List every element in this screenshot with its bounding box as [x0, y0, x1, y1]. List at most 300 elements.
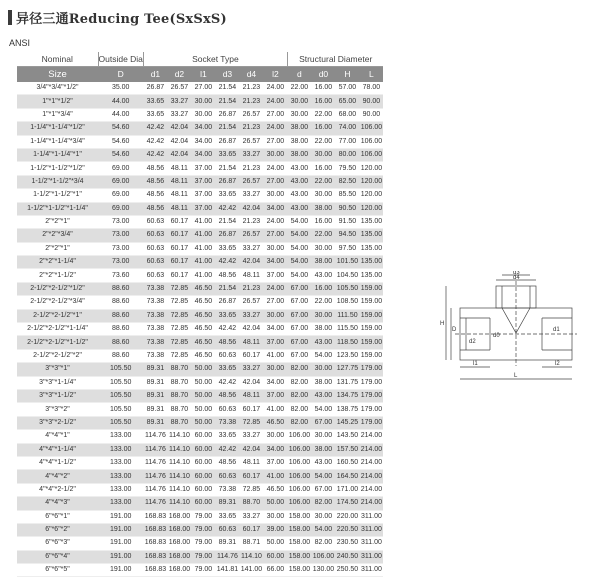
value-cell: 191.00	[98, 550, 143, 563]
value-cell: 26.87	[143, 82, 167, 95]
value-cell: 159.00	[359, 336, 383, 349]
table-row	[17, 523, 383, 536]
table-row	[17, 175, 383, 188]
value-cell: 214.00	[359, 497, 383, 510]
value-cell: 33.27	[239, 363, 263, 376]
table-row	[17, 564, 383, 577]
value-cell: 22.00	[311, 229, 335, 242]
value-cell: 105.50	[98, 403, 143, 416]
value-cell: 27.00	[263, 135, 287, 148]
value-cell: 46.50	[191, 323, 215, 336]
value-cell: 21.54	[215, 82, 239, 95]
value-cell: 34.00	[263, 202, 287, 215]
standard-label: ANSI	[9, 38, 31, 48]
value-cell: 48.11	[167, 189, 191, 202]
value-cell: 311.00	[359, 510, 383, 523]
table-row	[17, 497, 383, 510]
table-row	[17, 202, 383, 215]
value-cell: 57.00	[335, 82, 359, 95]
nominal-header: Nominal	[17, 52, 98, 67]
value-cell: 158.00	[287, 510, 311, 523]
size-cell: 2-1/2"*2-1/2"*1-1/2"	[17, 336, 98, 349]
value-cell: 66.00	[263, 564, 287, 577]
table-row	[17, 336, 383, 349]
value-cell: 220.00	[335, 510, 359, 523]
value-cell: 33.27	[239, 242, 263, 255]
value-cell: 159.00	[359, 296, 383, 309]
size-cell: 3"*3"*2-1/2"	[17, 416, 98, 429]
size-cell: 1-1/2"*1-1/2"*3/4	[17, 175, 98, 188]
value-cell: 168.83	[143, 510, 167, 523]
value-cell: 73.38	[143, 296, 167, 309]
value-cell: 114.10	[167, 497, 191, 510]
size-cell: 4"*4"*3"	[17, 497, 98, 510]
page-title	[8, 7, 227, 27]
value-cell: 42.04	[239, 376, 263, 389]
value-cell: 311.00	[359, 564, 383, 577]
value-cell: 16.00	[311, 82, 335, 95]
value-cell: 30.00	[263, 242, 287, 255]
value-cell: 94.50	[335, 229, 359, 242]
table-row	[17, 403, 383, 416]
value-cell: 240.50	[335, 550, 359, 563]
value-cell: 73.38	[143, 282, 167, 295]
value-cell: 38.00	[311, 323, 335, 336]
value-cell: 38.00	[311, 443, 335, 456]
table-row	[17, 389, 383, 402]
table-row	[17, 269, 383, 282]
value-cell: 68.00	[335, 108, 359, 121]
value-cell: 171.00	[335, 483, 359, 496]
value-cell: 21.54	[215, 215, 239, 228]
size-cell: 2-1/2"*2-1/2"*1"	[17, 309, 98, 322]
value-cell: 33.65	[215, 309, 239, 322]
value-cell: 174.50	[335, 497, 359, 510]
value-cell: 88.60	[98, 323, 143, 336]
value-cell: 69.00	[98, 189, 143, 202]
value-cell: 120.00	[359, 202, 383, 215]
value-cell: 106.00	[359, 135, 383, 148]
value-cell: 168.83	[143, 550, 167, 563]
label-D: D	[452, 327, 457, 333]
label-d4: d4	[513, 275, 520, 281]
value-cell: 67.00	[287, 349, 311, 362]
value-cell: 114.10	[167, 430, 191, 443]
value-cell: 33.65	[215, 430, 239, 443]
table-row	[17, 242, 383, 255]
value-cell: 38.00	[287, 148, 311, 161]
value-cell: 67.00	[287, 323, 311, 336]
value-cell: 72.85	[239, 416, 263, 429]
value-cell: 89.31	[143, 403, 167, 416]
size-cell: 2"*2"*1"	[17, 215, 98, 228]
value-cell: 50.00	[191, 389, 215, 402]
value-cell: 73.00	[98, 256, 143, 269]
value-cell: 54.00	[311, 403, 335, 416]
value-cell: 73.38	[143, 323, 167, 336]
value-cell: 82.50	[335, 175, 359, 188]
column-header-d0: d0	[311, 67, 335, 83]
value-cell: 50.00	[191, 403, 215, 416]
value-cell: 27.00	[191, 82, 215, 95]
value-cell: 16.00	[311, 215, 335, 228]
value-cell: 138.75	[335, 403, 359, 416]
value-cell: 73.00	[98, 242, 143, 255]
value-cell: 60.63	[215, 349, 239, 362]
label-d2: d2	[469, 339, 476, 345]
value-cell: 106.00	[287, 443, 311, 456]
value-cell: 42.42	[215, 256, 239, 269]
value-cell: 60.63	[215, 470, 239, 483]
value-cell: 33.27	[167, 108, 191, 121]
value-cell: 26.57	[239, 296, 263, 309]
value-cell: 21.54	[215, 282, 239, 295]
value-cell: 48.56	[143, 202, 167, 215]
value-cell: 44.00	[98, 95, 143, 108]
table-row	[17, 376, 383, 389]
value-cell: 38.00	[311, 256, 335, 269]
size-cell: 3"*3"*2"	[17, 403, 98, 416]
value-cell: 24.00	[263, 95, 287, 108]
column-header-l1: l1	[191, 67, 215, 83]
value-cell: 60.00	[191, 470, 215, 483]
table-row	[17, 256, 383, 269]
size-cell: 3"*3"*1-1/4"	[17, 376, 98, 389]
value-cell: 135.00	[359, 215, 383, 228]
size-cell: 2"*2"*3/4"	[17, 229, 98, 242]
value-cell: 16.00	[311, 162, 335, 175]
table-row	[17, 510, 383, 523]
value-cell: 141.00	[239, 564, 263, 577]
value-cell: 54.00	[287, 242, 311, 255]
value-cell: 42.04	[239, 323, 263, 336]
size-cell: 6"*6"*4"	[17, 550, 98, 563]
column-header-d: D	[98, 67, 143, 83]
size-cell: 4"*4"*1-1/4"	[17, 443, 98, 456]
value-cell: 34.00	[191, 148, 215, 161]
size-cell: 2-1/2"*2-1/2"*1/2"	[17, 282, 98, 295]
value-cell: 41.00	[191, 229, 215, 242]
value-cell: 54.00	[311, 349, 335, 362]
value-cell: 214.00	[359, 470, 383, 483]
value-cell: 60.63	[143, 256, 167, 269]
value-cell: 164.50	[335, 470, 359, 483]
value-cell: 159.00	[359, 323, 383, 336]
value-cell: 54.00	[287, 215, 311, 228]
value-cell: 26.57	[239, 135, 263, 148]
value-cell: 37.00	[263, 389, 287, 402]
value-cell: 33.27	[239, 189, 263, 202]
value-cell: 46.50	[263, 416, 287, 429]
value-cell: 48.11	[167, 202, 191, 215]
value-cell: 30.00	[263, 430, 287, 443]
value-cell: 106.00	[287, 430, 311, 443]
value-cell: 106.00	[287, 483, 311, 496]
value-cell: 42.42	[215, 376, 239, 389]
value-cell: 72.85	[167, 282, 191, 295]
value-cell: 89.31	[143, 389, 167, 402]
table-row	[17, 456, 383, 469]
value-cell: 114.76	[143, 443, 167, 456]
value-cell: 54.60	[98, 122, 143, 135]
value-cell: 106.00	[287, 470, 311, 483]
size-cell: 4"*4"*1"	[17, 430, 98, 443]
label-d0: d0	[493, 333, 500, 339]
value-cell: 42.04	[167, 122, 191, 135]
value-cell: 48.56	[143, 175, 167, 188]
value-cell: 26.87	[215, 135, 239, 148]
value-cell: 127.75	[335, 363, 359, 376]
value-cell: 46.50	[263, 483, 287, 496]
column-header-size: Size	[17, 67, 98, 83]
size-cell: 1-1/4"*1-1/4"*1/2"	[17, 122, 98, 135]
value-cell: 106.00	[359, 122, 383, 135]
reducing-tee-drawing	[437, 271, 592, 396]
value-cell: 48.11	[167, 162, 191, 175]
value-cell: 21.54	[215, 122, 239, 135]
size-cell: 2"*2"*1"	[17, 242, 98, 255]
value-cell: 27.00	[263, 175, 287, 188]
value-cell: 220.50	[335, 523, 359, 536]
value-cell: 158.00	[287, 537, 311, 550]
value-cell: 60.17	[167, 215, 191, 228]
value-cell: 41.00	[191, 269, 215, 282]
value-cell: 22.00	[311, 175, 335, 188]
value-cell: 54.00	[287, 269, 311, 282]
value-cell: 60.63	[143, 269, 167, 282]
spec-table	[17, 52, 383, 577]
value-cell: 90.00	[359, 108, 383, 121]
value-cell: 33.65	[215, 510, 239, 523]
value-cell: 73.38	[143, 309, 167, 322]
value-cell: 27.00	[263, 229, 287, 242]
value-cell: 21.23	[239, 162, 263, 175]
value-cell: 48.11	[239, 336, 263, 349]
size-cell: 6"*6"*2"	[17, 523, 98, 536]
value-cell: 88.60	[98, 336, 143, 349]
label-d3: d3	[513, 271, 520, 276]
column-header-d1: d1	[143, 67, 167, 83]
value-cell: 50.00	[191, 376, 215, 389]
value-cell: 72.85	[167, 349, 191, 362]
value-cell: 33.27	[167, 95, 191, 108]
value-cell: 105.50	[335, 282, 359, 295]
column-header-d3: d3	[215, 67, 239, 83]
value-cell: 48.56	[215, 269, 239, 282]
value-cell: 72.85	[167, 336, 191, 349]
value-cell: 41.00	[191, 256, 215, 269]
value-cell: 30.00	[191, 95, 215, 108]
value-cell: 191.00	[98, 523, 143, 536]
value-cell: 77.00	[335, 135, 359, 148]
value-cell: 33.65	[143, 95, 167, 108]
value-cell: 133.00	[98, 443, 143, 456]
value-cell: 120.00	[359, 189, 383, 202]
value-cell: 50.00	[263, 497, 287, 510]
value-cell: 114.76	[143, 470, 167, 483]
value-cell: 54.60	[98, 148, 143, 161]
value-cell: 60.00	[191, 483, 215, 496]
value-cell: 133.00	[98, 430, 143, 443]
label-l1: l1	[473, 361, 478, 367]
value-cell: 115.50	[335, 323, 359, 336]
value-cell: 43.00	[287, 189, 311, 202]
value-cell: 30.00	[311, 189, 335, 202]
value-cell: 89.31	[143, 416, 167, 429]
table-row	[17, 122, 383, 135]
value-cell: 88.70	[167, 363, 191, 376]
size-cell: 4"*4"*2"	[17, 470, 98, 483]
value-cell: 42.42	[215, 323, 239, 336]
value-cell: 97.50	[335, 242, 359, 255]
value-cell: 37.00	[191, 162, 215, 175]
value-cell: 168.83	[143, 523, 167, 536]
spec-table-body	[17, 82, 383, 577]
value-cell: 30.00	[263, 148, 287, 161]
value-cell: 48.11	[167, 175, 191, 188]
value-cell: 168.00	[167, 537, 191, 550]
size-cell: 4"*4"*1-1/2"	[17, 456, 98, 469]
value-cell: 30.00	[263, 309, 287, 322]
value-cell: 134.75	[335, 389, 359, 402]
size-cell: 1-1/2"*1-1/2"*1-1/4"	[17, 202, 98, 215]
value-cell: 22.00	[311, 135, 335, 148]
value-cell: 67.00	[287, 336, 311, 349]
value-cell: 82.00	[287, 403, 311, 416]
value-cell: 72.85	[167, 309, 191, 322]
column-header-l: L	[359, 67, 383, 83]
value-cell: 21.23	[239, 215, 263, 228]
value-cell: 24.00	[263, 282, 287, 295]
value-cell: 158.00	[287, 564, 311, 577]
socket-type-header: Socket Type	[143, 52, 287, 67]
value-cell: 82.00	[287, 376, 311, 389]
value-cell: 21.23	[239, 122, 263, 135]
value-cell: 30.00	[191, 108, 215, 121]
value-cell: 105.50	[98, 376, 143, 389]
value-cell: 72.85	[167, 296, 191, 309]
value-cell: 89.31	[215, 537, 239, 550]
value-cell: 158.00	[287, 523, 311, 536]
value-cell: 42.42	[143, 148, 167, 161]
size-cell: 6"*6"*5"	[17, 564, 98, 577]
value-cell: 79.50	[335, 162, 359, 175]
value-cell: 114.10	[167, 443, 191, 456]
value-cell: 145.25	[335, 416, 359, 429]
value-cell: 34.00	[191, 135, 215, 148]
value-cell: 79.00	[191, 564, 215, 577]
value-cell: 106.00	[311, 550, 335, 563]
value-cell: 133.00	[98, 470, 143, 483]
value-cell: 120.00	[359, 175, 383, 188]
value-cell: 114.76	[143, 430, 167, 443]
value-cell: 30.00	[311, 148, 335, 161]
value-cell: 34.00	[263, 443, 287, 456]
table-row	[17, 470, 383, 483]
size-cell: 1"*1"*3/4"	[17, 108, 98, 121]
value-cell: 159.00	[359, 282, 383, 295]
value-cell: 30.00	[311, 242, 335, 255]
table-row	[17, 229, 383, 242]
value-cell: 54.00	[287, 229, 311, 242]
value-cell: 67.00	[287, 282, 311, 295]
column-header-l2: l2	[263, 67, 287, 83]
value-cell: 60.00	[263, 550, 287, 563]
table-row	[17, 148, 383, 161]
value-cell: 114.76	[143, 456, 167, 469]
structural-diameter-header: Structural Diameter	[287, 52, 383, 67]
value-cell: 26.87	[215, 229, 239, 242]
value-cell: 73.38	[143, 336, 167, 349]
value-cell: 42.04	[239, 256, 263, 269]
column-header-row	[17, 67, 383, 83]
value-cell: 90.00	[359, 95, 383, 108]
value-cell: 88.70	[167, 376, 191, 389]
value-cell: 80.00	[335, 148, 359, 161]
size-cell: 2-1/2"*2-1/2"*2"	[17, 349, 98, 362]
value-cell: 60.00	[191, 430, 215, 443]
size-cell: 1-1/4"*1-1/4"*3/4"	[17, 135, 98, 148]
value-cell: 191.00	[98, 537, 143, 550]
value-cell: 34.00	[263, 256, 287, 269]
value-cell: 37.00	[191, 189, 215, 202]
value-cell: 114.10	[239, 550, 263, 563]
value-cell: 42.42	[143, 135, 167, 148]
value-cell: 21.54	[215, 95, 239, 108]
size-cell: 1-1/4"*1-1/4"*1"	[17, 148, 98, 161]
value-cell: 118.50	[335, 336, 359, 349]
value-cell: 54.00	[311, 523, 335, 536]
value-cell: 88.70	[167, 416, 191, 429]
value-cell: 37.00	[191, 175, 215, 188]
value-cell: 69.00	[98, 202, 143, 215]
value-cell: 30.00	[263, 510, 287, 523]
value-cell: 123.50	[335, 349, 359, 362]
value-cell: 133.00	[98, 483, 143, 496]
value-cell: 30.00	[311, 510, 335, 523]
value-cell: 38.00	[311, 202, 335, 215]
value-cell: 21.23	[239, 82, 263, 95]
value-cell: 42.04	[167, 148, 191, 161]
value-cell: 30.00	[263, 189, 287, 202]
value-cell: 135.00	[359, 242, 383, 255]
value-cell: 69.00	[98, 162, 143, 175]
value-cell: 88.71	[239, 537, 263, 550]
value-cell: 114.10	[167, 456, 191, 469]
table-row	[17, 550, 383, 563]
value-cell: 179.00	[359, 376, 383, 389]
value-cell: 168.00	[167, 510, 191, 523]
value-cell: 41.00	[263, 470, 287, 483]
value-cell: 54.00	[311, 470, 335, 483]
value-cell: 72.85	[167, 323, 191, 336]
table-row	[17, 537, 383, 550]
value-cell: 48.56	[215, 456, 239, 469]
value-cell: 114.76	[143, 483, 167, 496]
size-cell: 2-1/2"*2-1/2"*1-1/4"	[17, 323, 98, 336]
value-cell: 35.00	[98, 82, 143, 95]
table-row	[17, 483, 383, 496]
size-cell: 3"*3"*1-1/2"	[17, 389, 98, 402]
table-row	[17, 215, 383, 228]
value-cell: 26.57	[239, 108, 263, 121]
value-cell: 88.60	[98, 282, 143, 295]
value-cell: 30.00	[287, 108, 311, 121]
value-cell: 78.00	[359, 82, 383, 95]
label-d1: d1	[553, 327, 560, 333]
value-cell: 168.00	[167, 550, 191, 563]
value-cell: 88.60	[98, 349, 143, 362]
